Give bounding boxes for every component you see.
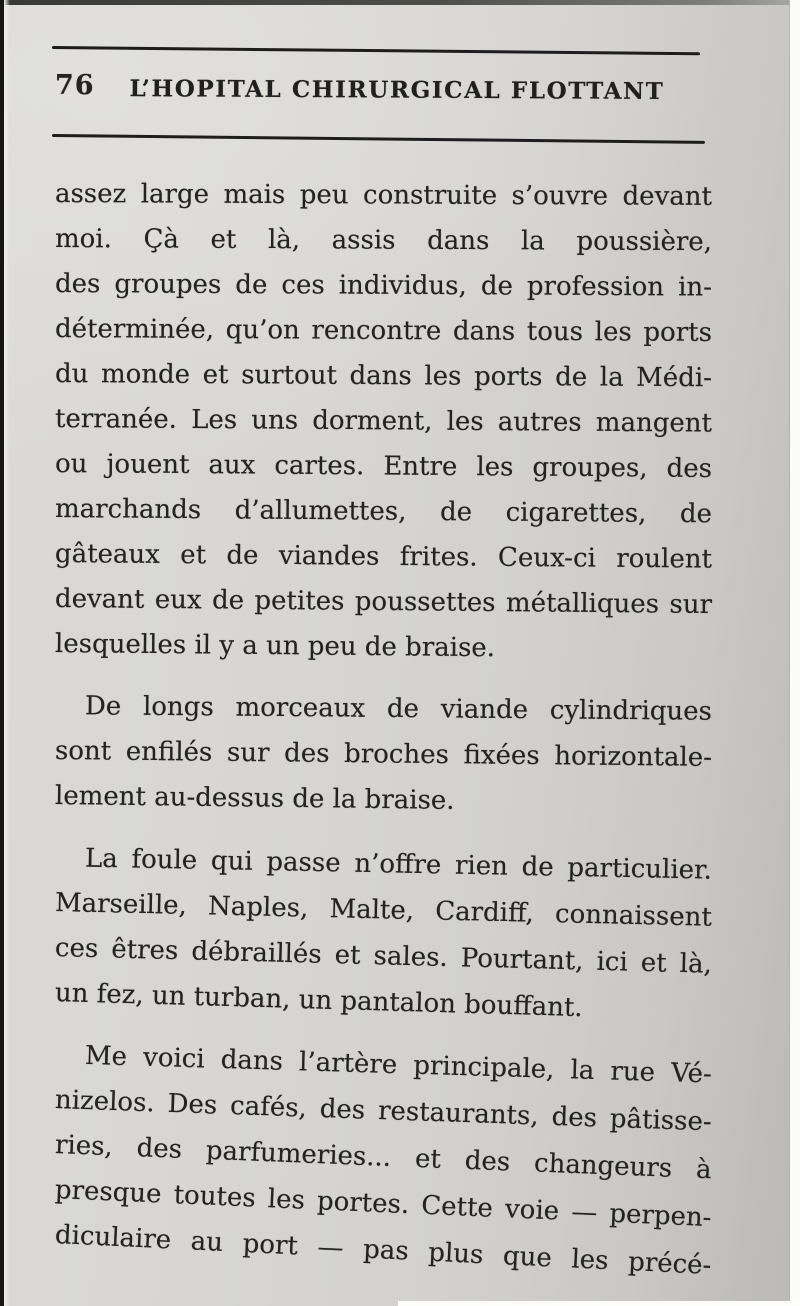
paragraph <box>54 1033 713 1281</box>
text-line: ries, des parfumeries... et des changeurs à <box>54 1130 713 1186</box>
text-line: sont enfilés sur des broches fixées horizontale- <box>54 736 713 773</box>
text-line: terranée. Les uns dorment, les autres mangent <box>54 404 713 439</box>
paragraph <box>55 172 712 667</box>
text-line: ces êtres débraillés et sales. Pourtant, ici et là, <box>54 933 713 980</box>
text-line: du monde et surtout dans les ports de la Médi- <box>54 359 713 394</box>
text-line: lesquelles il y a un peu de braise. <box>54 629 496 664</box>
text-line: déterminée, qu’on rencontre dans tous les ports <box>54 314 713 348</box>
text-line: Me voici dans l’artère principale, la rue Vé- <box>84 1040 713 1090</box>
text-line: Marseille, Naples, Malte, Cardiff, connaissent <box>54 888 713 933</box>
scan-edge-bottom <box>398 1301 800 1306</box>
text-line: devant eux de petites poussettes métalliques sur <box>54 584 713 620</box>
text-line: nizelos. Des cafés, des restaurants, des pâtisse- <box>54 1085 713 1138</box>
text-line: ou jouent aux cartes. Entre les groupes, des <box>54 449 713 484</box>
running-title: L’HOPITAL CHIRURGICAL FLOTTANT <box>129 75 665 105</box>
page-number: 76 <box>55 70 95 101</box>
paragraph <box>55 684 712 819</box>
scan-edge-left-highlight <box>4 0 10 1306</box>
text-line: assez large mais peu construite s’ouvre devant <box>54 179 713 212</box>
text-line: moi. Çà et là, assis dans la poussière, <box>54 224 713 258</box>
text-line: un fez, un turban, un pantalon bouffant. <box>54 978 584 1024</box>
page-body <box>54 172 713 1281</box>
text-line: lement au-dessus de la braise. <box>54 781 455 816</box>
scan-edge-top <box>0 0 789 5</box>
text-line: presque toutes les portes. Cette voie — perpen- <box>54 1175 713 1234</box>
text-line: De longs morceaux de viande cylindriques <box>84 691 713 727</box>
text-line: diculaire au port — pas plus que les précé- <box>54 1220 713 1281</box>
text-line: gâteaux et de viandes frites. Ceux-ci roulent <box>54 539 713 575</box>
scan-edge-right <box>789 0 800 1306</box>
scan-edge-left <box>0 0 4 1306</box>
text-line: marchands d’allumettes, de cigarettes, de <box>54 494 713 530</box>
paragraph <box>54 836 713 1024</box>
header-rule-bottom <box>52 134 705 144</box>
text-line: La foule qui passe n’offre rien de particulier. <box>84 843 713 886</box>
text-line: des groupes de ces individus, de profession in- <box>54 269 713 303</box>
header-rule-top <box>52 46 700 55</box>
